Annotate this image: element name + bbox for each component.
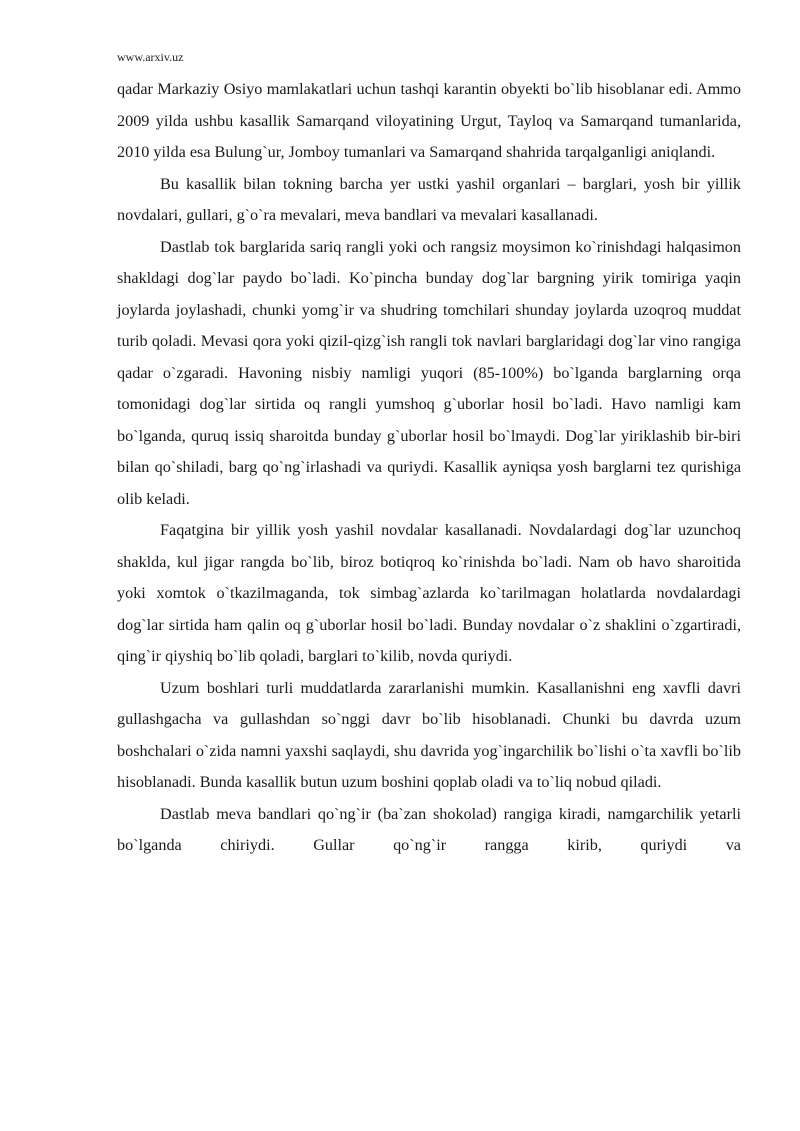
paragraph-2: Bu kasallik bilan tokning barcha yer ustki yashil organlari – barglari, yosh bir yillik novdalari, gullari, g`o`ra mevalari, meva bandlari va mevalari kasallanadi. (117, 174, 741, 224)
paragraph-4: Faqatgina bir yillik yosh yashil novdalar kasallanadi. Novdalardagi dog`lar uzunchoq shaklda, kul jigar rangda bo`lib, biroz botiqroq ko`rinishda bo`ladi. Nam ob havo sharoitida yoki xomtok o`tkazilmaganda, tok simbag`azlarda ko`tarilmagan holatlarda novdalardagi dog`lar sirtida ham qalin oq g`uborlar hosil bo`ladi. Bunday novdalar o`z shaklini o`zgartiradi, qing`ir qiyshiq bo`lib qoladi, barglari to`kilib, novda quriydi. (117, 521, 741, 665)
document-body (117, 74, 741, 862)
paragraph-6: Dastlab meva bandlari qo`ng`ir (ba`zan shokolad) rangiga kiradi, namgarchilik yetarli bo`lganda chiriydi. Gullar qo`ng`ir rangga kirib, quriydi va (117, 804, 741, 854)
paragraph-3: Dastlab tok barglarida sariq rangli yoki och rangsiz moysimon ko`rinishdagi halqasimon shakldagi dog`lar paydo bo`ladi. Ko`pincha bunday dog`lar bargning yirik tomiriga yaqin joylarda joylashadi, chunki yomg`ir va shudring tomchilari shunday joylarda uzoqroq muddat turib qoladi. Mevasi qora yoki qizil-qizg`ish rangli tok navlari barglaridagi dog`lar vino rangiga qadar o`zgaradi. Havoning nisbiy namligi yuqori (85-100%) bo`lganda barglarning orqa tomonidagi dog`lar sirtida oq rangli yumshoq g`uborlar hosil bo`ladi. Havo namligi kam bo`lganda, quruq issiq sharoitda bunday g`uborlar hosil bo`lmaydi. Dog`lar yiriklashib bir-biri bilan qo`shiladi, barg qo`ng`irlashadi va quriydi. Kasallik ayniqsa yosh barglarni tez qurishiga olib keladi. (117, 237, 741, 508)
paragraph-1: qadar Markaziy Osiyo mamlakatlari uchun tashqi karantin obyekti bo`lib hisoblanar edi. Ammo 2009 yilda ushbu kasallik Samarqand viloyatining Urgut, Tayloq va Samarqand tumanlarida, 2010 yilda esa Bulung`ur, Jomboy tumanlari va Samarqand shahrida tarqalganligi aniqlandi. (117, 80, 741, 161)
header-url: www.arxiv.uz (117, 50, 184, 64)
paragraph-5: Uzum boshlari turli muddatlarda zararlanishi mumkin. Kasallanishni eng xavfli davri gullashgacha va gullashdan so`nggi davr bo`lib hisoblanadi. Chunki bu davrda uzum boshchalari o`zida namni yaxshi saqlaydi, shu davrida yog`ingarchilik bo`lishi o`ta xavfli bo`lib hisoblanadi. Bunda kasallik butun uzum boshini qoplab oladi va to`liq nobud qiladi. (117, 678, 741, 791)
